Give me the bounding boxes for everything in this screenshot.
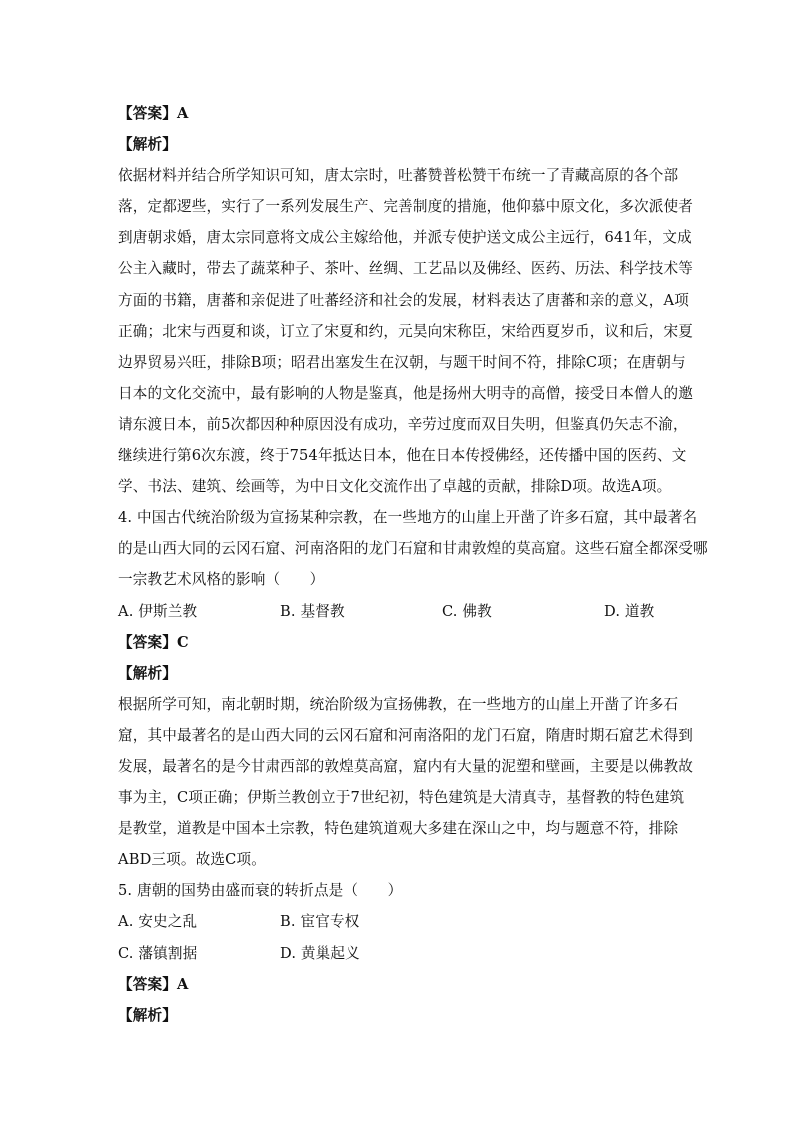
analysis-line: 继续进行第6次东渡，终于754年抵达日本，他在日本传授佛经，还传播中国的医药、文 [118,447,687,465]
option-a: A. 安史之乱 [118,913,198,931]
analysis-line: 请东渡日本，前5次都因种种原因没有成功，辛劳过度而双目失明，但鉴真仍矢志不渝， [118,415,688,433]
analysis-label: 【解析】 [118,136,177,154]
analysis-line: ABD三项。故选C项。 [118,851,266,869]
option-a: A. 伊斯兰教 [118,602,198,620]
analysis-line: 事为主，C项正确；伊斯兰教创立于7世纪初，特色建筑是大清真寺，基督教的特色建筑 [118,789,685,807]
analysis-line: 落，定都逻些，实行了一系列发展生产、完善制度的措施，他仰慕中原文化，多次派使者 [118,198,694,216]
analysis-label: 【解析】 [118,664,177,682]
option-d: D. 黄巢起义 [280,944,360,962]
answer-label: 【答案】A [118,975,189,993]
analysis-label: 【解析】 [118,1006,177,1024]
question-5-stem: 5. 唐朝的国势由盛而衰的转折点是（ ） [118,882,403,900]
analysis-line: 是教堂，道教是中国本土宗教，特色建筑道观大多建在深山之中，均与题意不符，排除 [118,820,679,838]
analysis-line: 学、书法、建筑、绘画等，为中日文化交流作出了卓越的贡献，排除D项。故选A项。 [118,478,672,496]
question-stem-line: 一宗教艺术风格的影响（ ） [118,571,325,589]
analysis-line: 日本的文化交流中，最有影响的人物是鉴真，他是扬州大明寺的高僧，接受日本僧人的邀 [118,384,694,402]
analysis-line: 依据材料并结合所学知识可知，唐太宗时，吐蕃赞普松赞干布统一了青藏高原的各个部 [118,167,679,185]
analysis-line: 根据所学可知，南北朝时期，统治阶级为宣扬佛教，在一些地方的山崖上开凿了许多石 [118,695,679,713]
analysis-line: 窟，其中最著名的是山西大同的云冈石窟和河南洛阳的龙门石窟，隋唐时期石窟艺术得到 [118,726,694,744]
question-4-options [118,596,678,627]
analysis-line: 正确；北宋与西夏和谈，订立了宋夏和约，元昊向宋称臣，宋给西夏岁币，议和后，宋夏 [118,322,694,340]
question-stem-line: 4. 中国古代统治阶级为宣扬某种宗教，在一些地方的山崖上开凿了许多石窟，其中最著名 [118,509,698,527]
question-5-options-row-1 [118,906,678,937]
analysis-line: 到唐朝求婚，唐太宗同意将文成公主嫁给他，并派专使护送文成公主远行，641年，文成 [118,229,692,247]
question-stem-line: 的是山西大同的云冈石窟、河南洛阳的龙门石窟和甘肃敦煌的莫高窟。这些石窟全都深受哪 [118,540,708,558]
analysis-line: 发展，最著名的是今甘肃西部的敦煌莫高窟，窟内有大量的泥塑和壁画，主要是以佛教故 [118,757,694,775]
answer-label: 【答案】C [118,633,189,651]
answer-label: 【答案】A [118,105,189,122]
option-b: B. 宦官专权 [280,913,360,931]
analysis-line: 方面的书籍，唐蕃和亲促进了吐蕃经济和社会的发展，材料表达了唐蕃和亲的意义，A项 [118,291,689,309]
option-c: C. 佛教 [442,602,492,620]
question-4-stem [118,502,708,595]
page-content [118,98,708,1031]
analysis-line: 公主入藏时，带去了蔬菜种子、茶叶、丝绸、工艺品以及佛经、医药、历法、科学技术等 [118,260,694,278]
option-d: D. 道教 [604,602,655,620]
option-b: B. 基督教 [280,602,345,620]
option-c: C. 藩镇割据 [118,944,198,962]
analysis-line: 边界贸易兴旺，排除B项；昭君出塞发生在汉朝，与题干时间不符，排除C项；在唐朝与 [118,353,686,371]
analysis-paragraph [118,160,694,502]
question-5-options-row-2 [118,938,678,969]
analysis-paragraph [118,689,694,876]
